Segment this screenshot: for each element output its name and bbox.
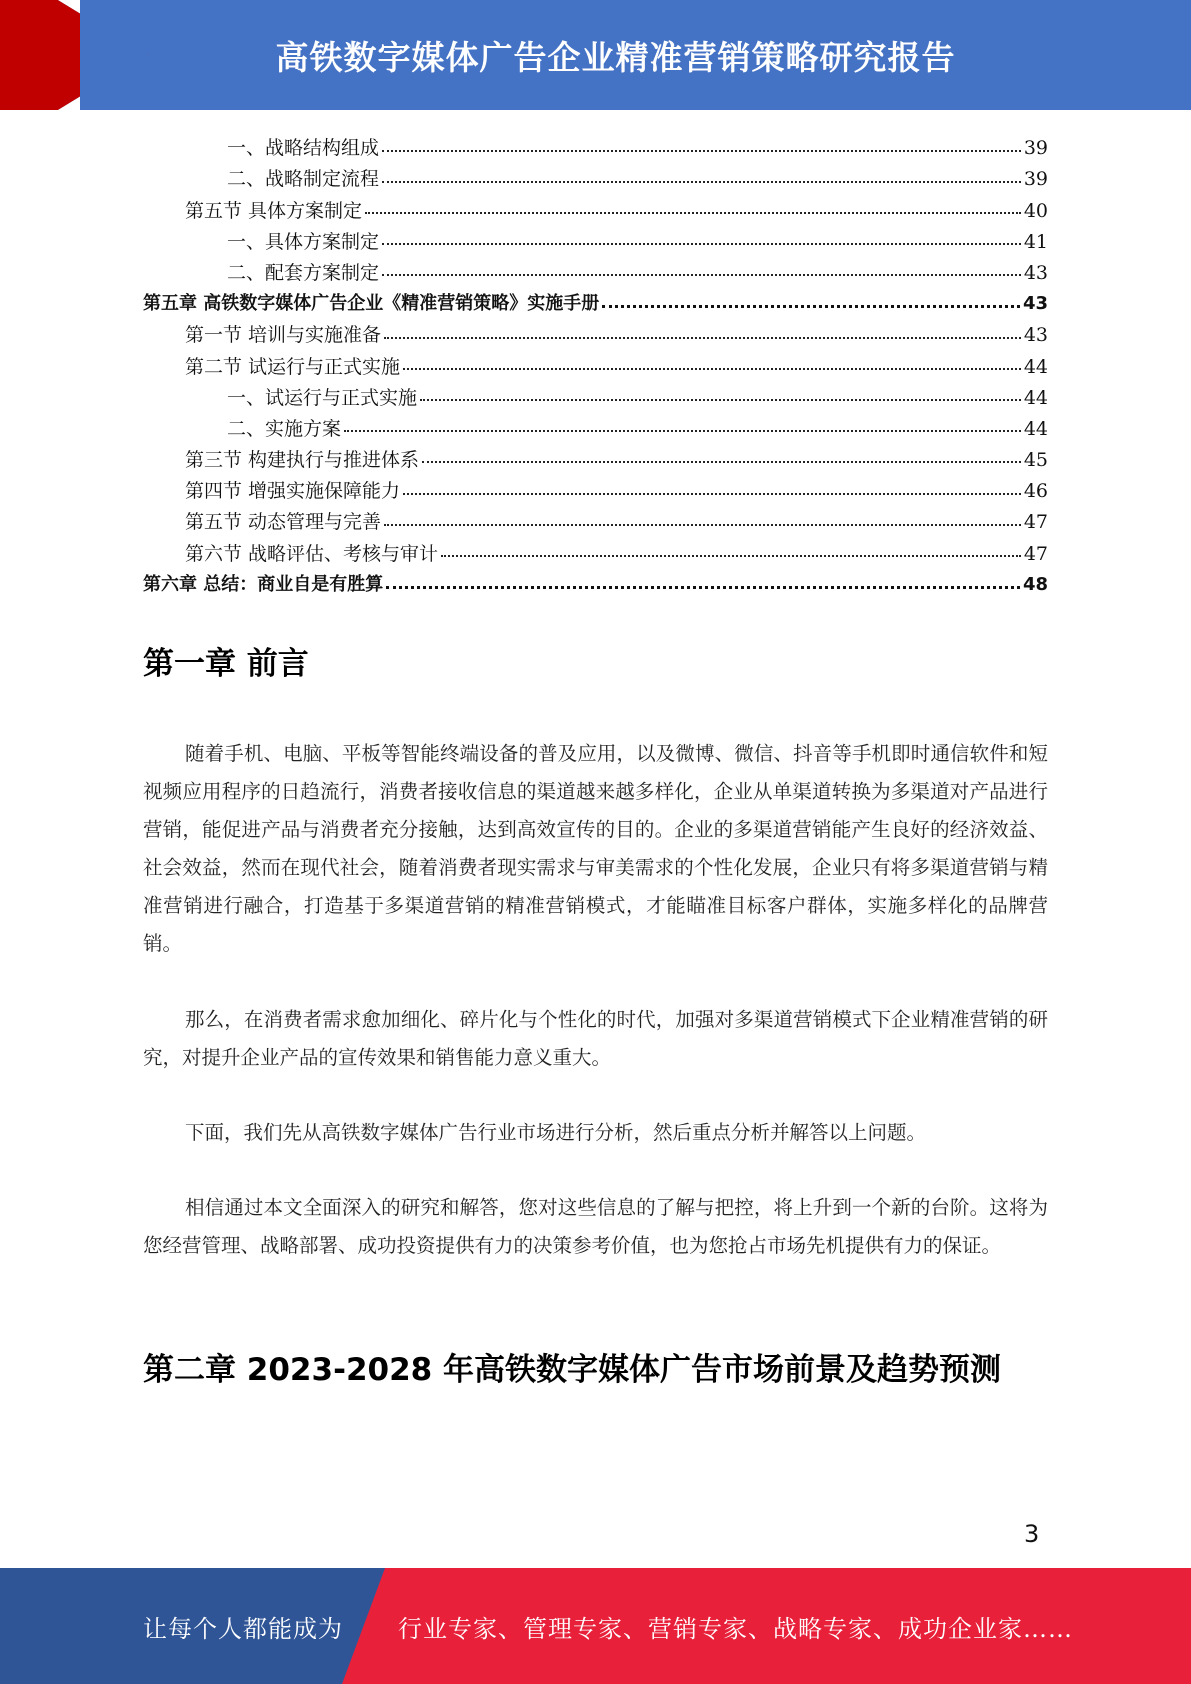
toc-entry-label: 第四节 增强实施保障能力: [185, 480, 401, 503]
toc-entry[interactable]: [143, 440, 1048, 471]
toc-entry-label: 一、战略结构组成: [227, 137, 380, 160]
toc-entry-page: 48: [1022, 573, 1048, 595]
chapter-heading: 第二章 2023-2028 年高铁数字媒体广告市场前景及趋势预测: [143, 1352, 1002, 1388]
toc-entry-label: 第五节 具体方案制定: [185, 199, 363, 222]
toc-entry-label: 第五章 高铁数字媒体广告企业《精准营销策略》实施手册: [143, 293, 600, 315]
page-number: 3: [1024, 1520, 1040, 1548]
table-of-contents: [143, 128, 1048, 596]
toc-leader-dots: [420, 399, 1021, 401]
toc-leader-dots: [602, 305, 1020, 308]
toc-entry-page: 47: [1023, 511, 1048, 534]
paragraph: 下面，我们先从高铁数字媒体广告行业市场进行分析，然后重点分析并解答以上问题。: [185, 1121, 927, 1144]
toc-entry[interactable]: [143, 565, 1048, 596]
toc-entry-page: 43: [1023, 261, 1048, 284]
toc-leader-dots: [382, 243, 1021, 245]
toc-entry[interactable]: [143, 284, 1048, 315]
paragraph: 随着手机、电脑、平板等智能终端设备的普及应用，以及微博、微信、抖音等手机即时通信软件和短视频应用程序的日趋流行，消费者接收信息的渠道越来越多样化，企业从单渠道转换为多渠道对产品进行营销，能促进产品与消费者充分接触，达到高效宣传的目的。企业的多渠道营销能产生良好的经济效益、社会效益，然而在现代社会，随着消费者现实需求与审美需求的个性化发展，企业只有将多渠道营销与精准营销进行融合，打造基于多渠道营销的精准营销模式，才能瞄准目标客户群体，实施多样化的品牌营销。: [143, 742, 1048, 955]
footer-slogan-left: 让每个人都能成为: [143, 1614, 343, 1643]
chapter-heading: 第一章 前言: [143, 646, 309, 682]
page-footer: [0, 1568, 1191, 1684]
toc-entry[interactable]: [143, 253, 1048, 284]
toc-leader-dots: [344, 430, 1021, 432]
toc-leader-dots: [403, 493, 1021, 495]
toc-entry-page: 43: [1023, 324, 1048, 347]
toc-entry-page: 41: [1023, 230, 1048, 253]
toc-entry-label: 一、试运行与正式实施: [227, 386, 418, 409]
toc-leader-dots: [384, 337, 1021, 339]
toc-entry-label: 第三节 构建执行与推进体系: [185, 449, 420, 472]
toc-leader-dots: [384, 524, 1021, 526]
header-title: 高铁数字媒体广告企业精准营销策略研究报告: [275, 37, 956, 77]
toc-entry[interactable]: [143, 315, 1048, 346]
toc-entry-page: 44: [1023, 417, 1048, 440]
toc-entry-label: 二、配套方案制定: [227, 261, 380, 284]
toc-entry[interactable]: [143, 159, 1048, 190]
toc-entry[interactable]: [143, 128, 1048, 159]
toc-entry-label: 第二节 试运行与正式实施: [185, 355, 401, 378]
toc-entry[interactable]: [143, 346, 1048, 377]
toc-leader-dots: [382, 274, 1021, 276]
toc-entry-page: 44: [1023, 355, 1048, 378]
toc-entry-page: 45: [1023, 449, 1048, 472]
paragraph: 相信通过本文全面深入的研究和解答，您对这些信息的了解与把控，将上升到一个新的台阶。这将为您经营管理、战略部署、成功投资提供有力的决策参考价值，也为您抢占市场先机提供有力的保证。: [143, 1196, 1048, 1257]
toc-entry[interactable]: [143, 378, 1048, 409]
toc-entry-page: 46: [1023, 480, 1048, 503]
toc-entry-label: 第六节 战略评估、考核与审计: [185, 542, 439, 565]
toc-entry[interactable]: [143, 222, 1048, 253]
toc-leader-dots: [365, 212, 1021, 214]
toc-entry-page: 47: [1023, 542, 1048, 565]
toc-entry-label: 二、战略制定流程: [227, 168, 380, 191]
toc-entry-label: 二、实施方案: [227, 417, 342, 440]
toc-entry-label: 第一节 培训与实施准备: [185, 324, 382, 347]
page-header: [0, 0, 1191, 110]
toc-leader-dots: [422, 461, 1021, 463]
toc-entry-label: 第五节 动态管理与完善: [185, 511, 382, 534]
toc-entry-label: 一、具体方案制定: [227, 230, 380, 253]
toc-entry-page: 43: [1022, 293, 1048, 315]
toc-entry-page: 40: [1023, 199, 1048, 222]
toc-entry[interactable]: [143, 533, 1048, 564]
toc-leader-dots: [382, 181, 1021, 183]
toc-entry[interactable]: [143, 190, 1048, 221]
paragraph: 那么，在消费者需求愈加细化、碎片化与个性化的时代，加强对多渠道营销模式下企业精准营销的研究，对提升企业产品的宣传效果和销售能力意义重大。: [143, 1008, 1048, 1069]
toc-leader-dots: [441, 555, 1021, 557]
toc-leader-dots: [386, 586, 1020, 589]
toc-entry-page: 44: [1023, 386, 1048, 409]
toc-entry-page: 39: [1023, 168, 1048, 191]
toc-entry-label: 第六章 总结：商业自是有胜算: [143, 573, 384, 595]
toc-leader-dots: [382, 150, 1021, 152]
footer-slogan-right: 行业专家、管理专家、营销专家、战略专家、成功企业家……: [398, 1614, 1073, 1643]
toc-entry-page: 39: [1023, 137, 1048, 160]
toc-entry[interactable]: [143, 471, 1048, 502]
toc-entry[interactable]: [143, 502, 1048, 533]
toc-entry[interactable]: [143, 409, 1048, 440]
toc-leader-dots: [403, 368, 1021, 370]
